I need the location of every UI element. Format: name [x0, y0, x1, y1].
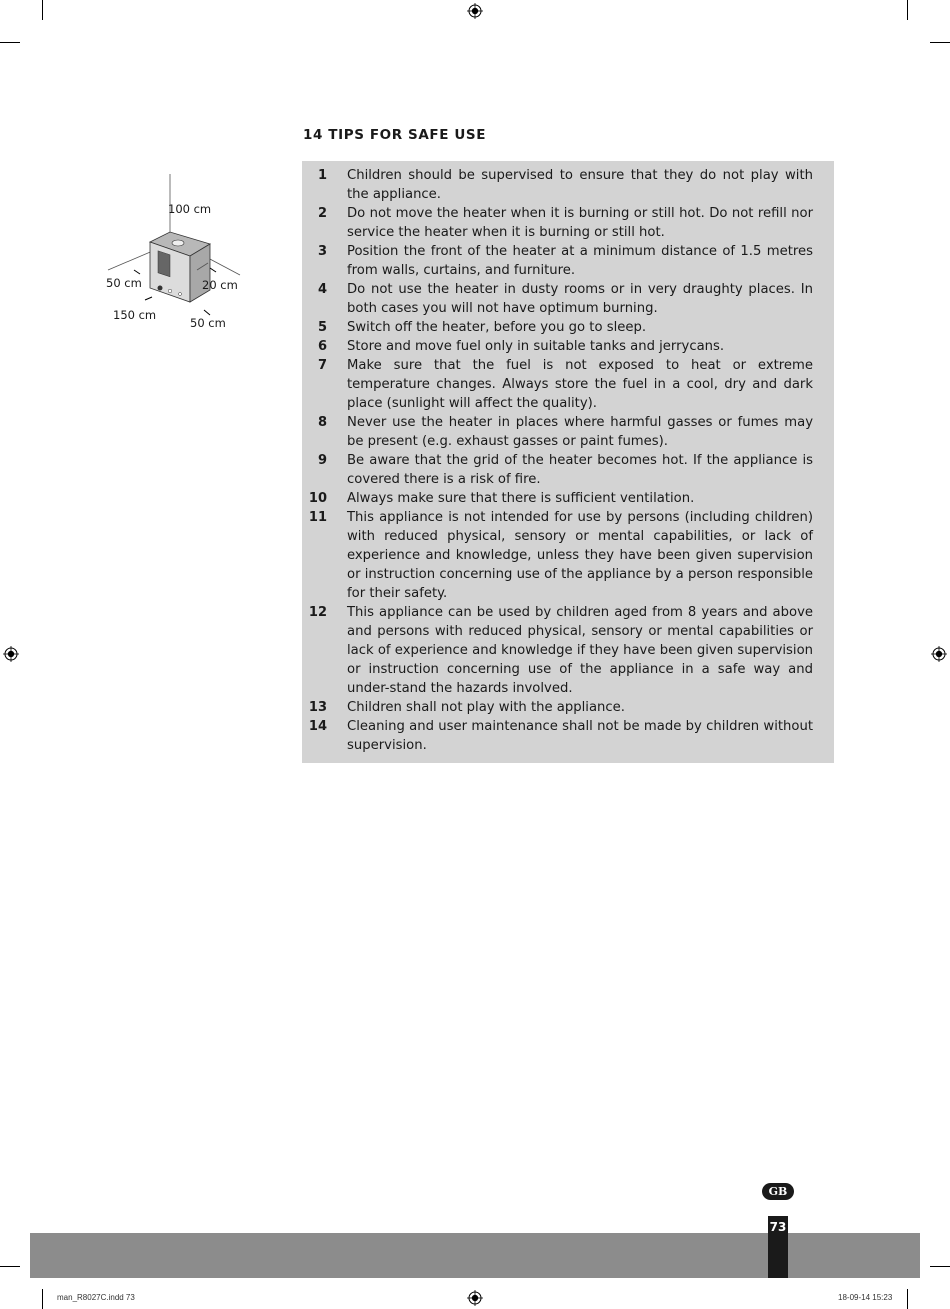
language-badge: GB — [762, 1183, 794, 1200]
tip-text: Cleaning and user maintenance shall not be made by children without supervision. — [347, 719, 813, 753]
dimension-top-label: 100 cm — [168, 202, 212, 216]
tip-text: Never use the heater in places where harmful gasses or fumes may be present (e.g. exhaust gasses or paint fumes). — [347, 415, 813, 449]
tip-text: This appliance can be used by children aged from 8 years and above and persons with reduced physical, sensory or mental capabilities or lack of experience and knowledge if they have been given supervision or instruction concerning use of the appliance in a safe way and under-stand the hazards involved. — [347, 605, 813, 696]
dimension-left-label: 50 cm — [106, 276, 142, 290]
tip-number: 4 — [317, 282, 327, 297]
tip-text: Always make sure that there is sufficient ventilation. — [347, 491, 695, 506]
registration-mark-icon — [931, 646, 947, 662]
crop-mark — [0, 42, 20, 43]
tip-number: 3 — [317, 244, 327, 259]
safety-tip-item — [302, 356, 834, 413]
safety-tip-item — [302, 698, 834, 717]
safety-tip-item — [302, 413, 834, 451]
tip-text: Position the front of the heater at a minimum distance of 1.5 metres from walls, curtains, and furniture. — [347, 244, 813, 278]
dimension-right-label: 20 cm — [202, 278, 238, 292]
registration-mark-icon — [467, 3, 483, 19]
tip-number: 2 — [317, 206, 327, 221]
tip-number: 10 — [308, 491, 327, 506]
tip-number: 6 — [317, 339, 327, 354]
date-slug: 18-09-14 15:23 — [838, 1293, 893, 1302]
safety-tips-list — [302, 166, 834, 755]
registration-mark-icon — [467, 1290, 483, 1306]
tip-number: 5 — [317, 320, 327, 335]
safety-tip-item — [302, 489, 834, 508]
tip-text: Switch off the heater, before you go to sleep. — [347, 320, 647, 335]
safety-tip-item — [302, 508, 834, 603]
tip-text: Make sure that the fuel is not exposed to heat or extreme temperature changes. Always store the fuel in a cool, dry and dark place (sunlight will affect the quality). — [347, 358, 813, 411]
tip-text: Do not use the heater in dusty rooms or in very draughty places. In both cases you will not have optimum burning. — [347, 282, 813, 316]
tip-text: Children shall not play with the appliance. — [347, 700, 625, 715]
heater-clearance-diagram — [100, 170, 250, 330]
tip-text: Children should be supervised to ensure that they do not play with the appliance. — [347, 168, 813, 202]
crop-mark — [42, 1289, 43, 1309]
tip-number: 14 — [308, 719, 327, 734]
safety-tip-item — [302, 204, 834, 242]
tip-text: Be aware that the grid of the heater becomes hot. If the appliance is covered there is a risk of fire. — [347, 453, 813, 487]
crop-mark — [0, 1266, 20, 1267]
safety-tip-item — [302, 166, 834, 204]
safety-tip-item — [302, 451, 834, 489]
tip-number: 1 — [317, 168, 327, 183]
dimension-bottom-left-label: 150 cm — [113, 308, 157, 322]
tip-number: 13 — [308, 700, 327, 715]
tip-number: 7 — [317, 358, 327, 373]
safety-tip-item — [302, 603, 834, 698]
tip-number: 9 — [317, 453, 327, 468]
crop-mark — [930, 42, 950, 43]
tip-number: 8 — [317, 415, 327, 430]
tip-number: 12 — [308, 605, 327, 620]
page-number: 73 — [769, 1220, 787, 1234]
section-title: 14 TIPS FOR SAFE USE — [303, 127, 487, 143]
crop-mark — [907, 1289, 908, 1309]
safety-tip-item — [302, 280, 834, 318]
safety-tip-item — [302, 318, 834, 337]
safety-tips-box — [302, 161, 834, 763]
crop-mark — [42, 0, 43, 20]
tip-text: Store and move fuel only in suitable tanks and jerrycans. — [347, 339, 725, 354]
safety-tip-item — [302, 717, 834, 755]
tip-number: 11 — [308, 510, 327, 525]
heater-illustration-icon — [100, 170, 250, 330]
safety-tip-item — [302, 242, 834, 280]
dimension-bottom-right-label: 50 cm — [190, 316, 226, 330]
registration-mark-icon — [3, 646, 19, 662]
crop-mark — [907, 0, 908, 20]
file-slug: man_R8027C.indd 73 — [57, 1293, 135, 1302]
tip-text: This appliance is not intended for use by persons (including children) with reduced physical, sensory or mental capabilities, or lack of experience and knowledge, unless they have been given supervision or instruction concerning use of the appliance by a person responsible for their safety. — [347, 510, 813, 601]
tip-text: Do not move the heater when it is burning or still hot. Do not refill nor service the heater when it is burning or still hot. — [347, 206, 813, 240]
crop-mark — [930, 1266, 950, 1267]
safety-tip-item — [302, 337, 834, 356]
